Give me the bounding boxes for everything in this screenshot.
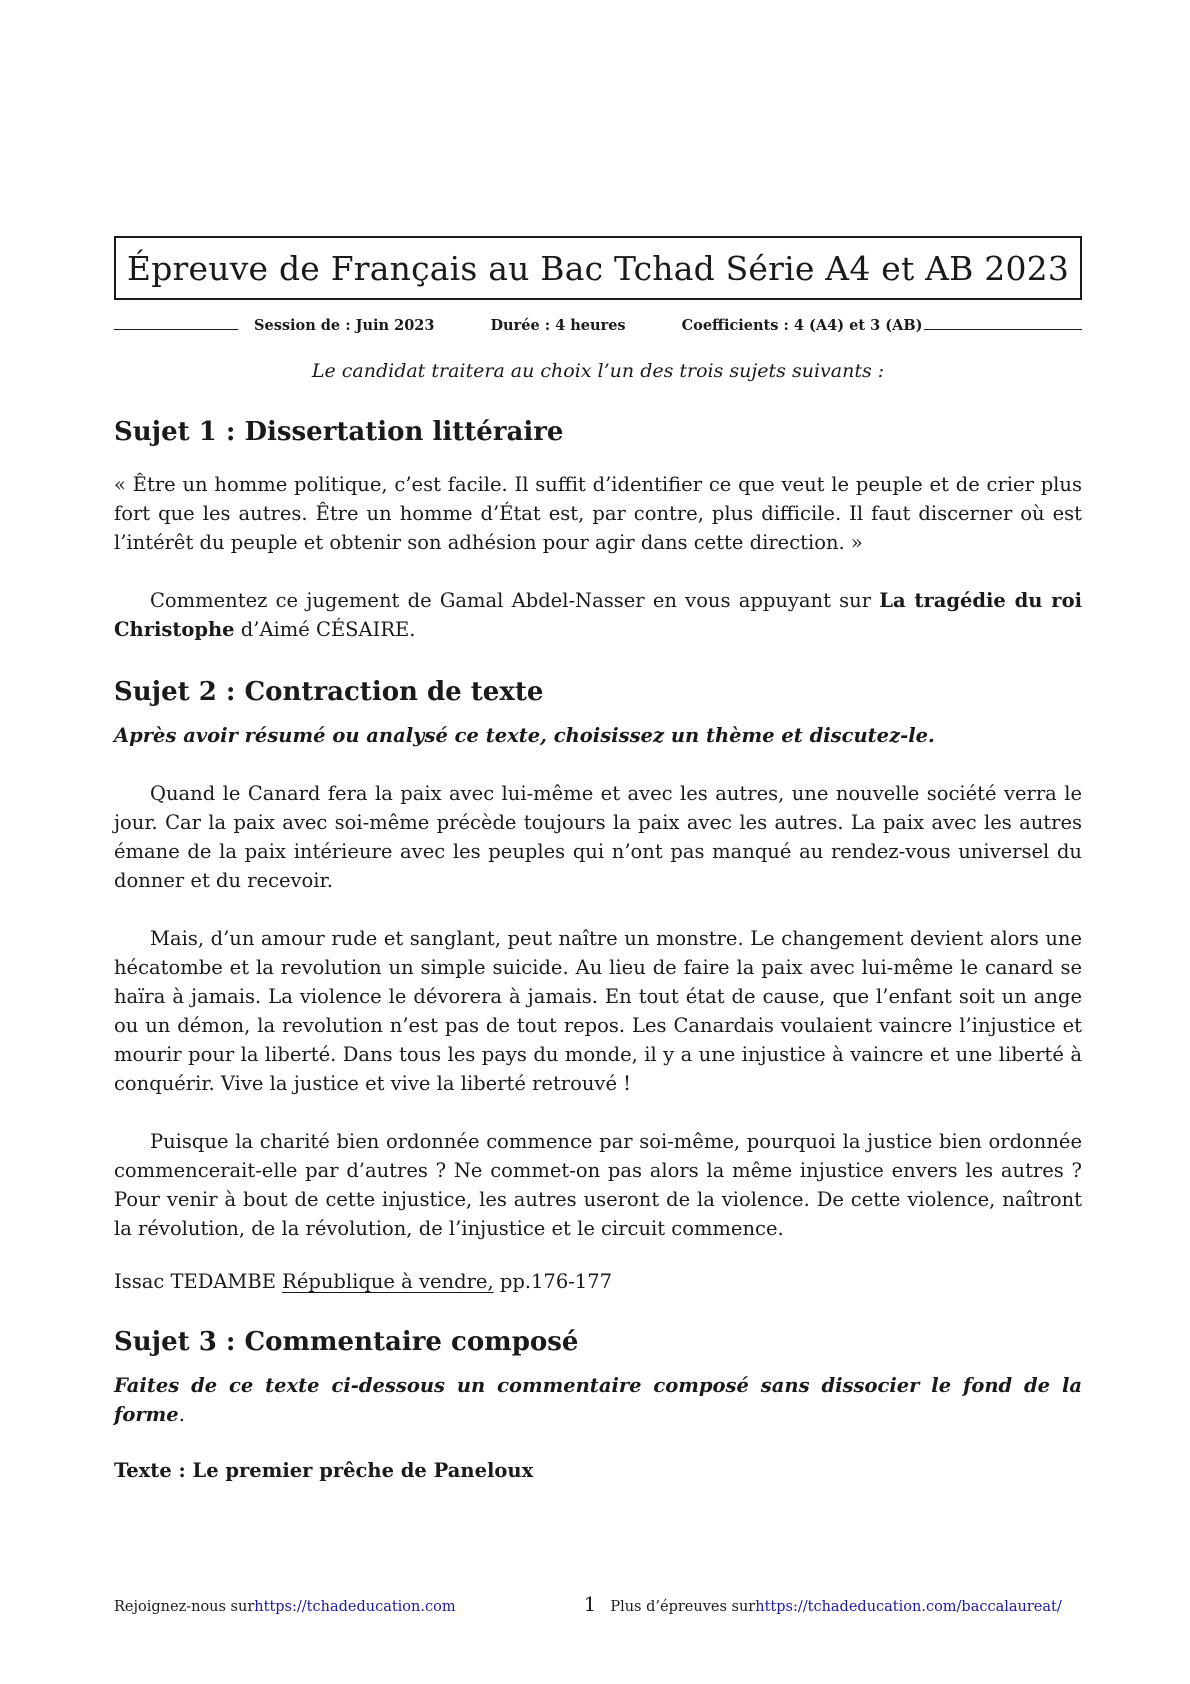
footer-more-link[interactable]: https://tchadeducation.com/baccalaureat/ xyxy=(755,1599,1062,1615)
reference-author: Issac TEDAMBE xyxy=(114,1270,283,1293)
footer-join-label: Rejoignez-nous sur xyxy=(114,1599,255,1615)
duration-label: Durée : 4 heures xyxy=(490,316,626,334)
page-footer xyxy=(114,1592,1082,1616)
sujet2-reference xyxy=(114,1267,1082,1296)
reference-pages: pp.176-177 xyxy=(493,1270,613,1293)
footer-join-link[interactable]: https://tchadeducation.com xyxy=(254,1599,456,1615)
sujet2-instruction: Après avoir résumé ou analysé ce texte, choisissez un thème et discutez-le. xyxy=(114,724,935,747)
sujet1-book-title: La tragédie du roi Christophe xyxy=(114,589,1082,641)
sujet2-paragraph-1: Quand le Canard fera la paix avec lui-même et avec les autres, une nouvelle société verra le jour. Car la paix avec soi-même précède toujours la paix avec les autres. La paix avec les autres émane de la paix intérieure avec les peuples qui n’ont pas manqué au rendez-vous universel du donner et du recevoir. xyxy=(114,782,1082,892)
sujet1-prompt-text: Commentez ce jugement de Gamal Abdel-Nasser en vous appuyant sur xyxy=(150,589,880,612)
page-number: 1 xyxy=(583,1592,597,1616)
sujet2-paragraph-3: Puisque la charité bien ordonnée commence par soi-même, pourquoi la justice bien ordonnée commencerait-elle par d’autres ? Ne commet-on pas alors la même injustice envers les autres ? Pour venir à bout de cette injustice, les autres useront de la violence. De cette violence, naîtront la révolution, de la révolution, de l’injustice et le circuit commence. xyxy=(114,1130,1082,1240)
sujet3-instruction xyxy=(114,1371,1082,1429)
sujet3-instruction-end: . xyxy=(178,1403,185,1426)
title-box xyxy=(114,236,1082,300)
exam-meta xyxy=(114,314,1082,336)
sujet3-texte-title: Texte : Le premier prêche de Paneloux xyxy=(114,1459,534,1482)
page-title: Épreuve de Français au Bac Tchad Série A4 et AB 2023 xyxy=(126,248,1070,288)
sujet1-prompt xyxy=(114,586,1082,644)
session-label: Session de : Juin 2023 xyxy=(254,316,435,334)
exam-page xyxy=(114,236,1082,1485)
footer-more-label: Plus d’épreuves sur xyxy=(610,1599,756,1615)
sujet3-instruction-text: Faites de ce texte ci-dessous un commentaire composé sans dissocier le fond de la forme xyxy=(114,1374,1082,1426)
sujet3-heading: Sujet 3 : Commentaire composé xyxy=(114,1327,579,1357)
coefficients-label: Coefficients : 4 (A4) et 3 (AB) xyxy=(681,316,923,334)
reference-title: République à vendre, xyxy=(282,1270,494,1293)
sujet2-paragraph-2: Mais, d’un amour rude et sanglant, peut naître un monstre. Le changement devient alors une hécatombe et la revolution un simple suicide. Au lieu de faire la paix avec lui-même le canard se haïra à jamais. La violence le dévorera à jamais. En tout état de cause, que l’enfant soit un ange ou un démon, la revolution n’est pas de tout repos. Les Canardais voulaient vaincre l’injustice et mourir pour la liberté. Dans tous les pays du monde, il y a une injustice à vaincre et une liberté à conquérir. Vive la justice et vive la liberté retrouvé ! xyxy=(114,927,1082,1095)
meta-rule-left xyxy=(114,329,238,330)
sujet1-quote: « Être un homme politique, c’est facile. Il suffit d’identifier ce que veut le peuple et de crier plus fort que les autres. Être un homme d’État est, par contre, plus difficile. Il faut discerner où est l’intérêt du peuple et obtenir son adhésion pour agir dans cette direction. » xyxy=(114,473,1082,554)
sujet2-heading: Sujet 2 : Contraction de texte xyxy=(114,677,544,707)
sujet1-prompt-author: d’Aimé CÉSAIRE. xyxy=(234,618,416,641)
intro-instruction: Le candidat traitera au choix l’un des trois sujets suivants : xyxy=(311,360,885,382)
sujet1-heading: Sujet 1 : Dissertation littéraire xyxy=(114,417,564,447)
meta-rule-right xyxy=(924,329,1082,330)
